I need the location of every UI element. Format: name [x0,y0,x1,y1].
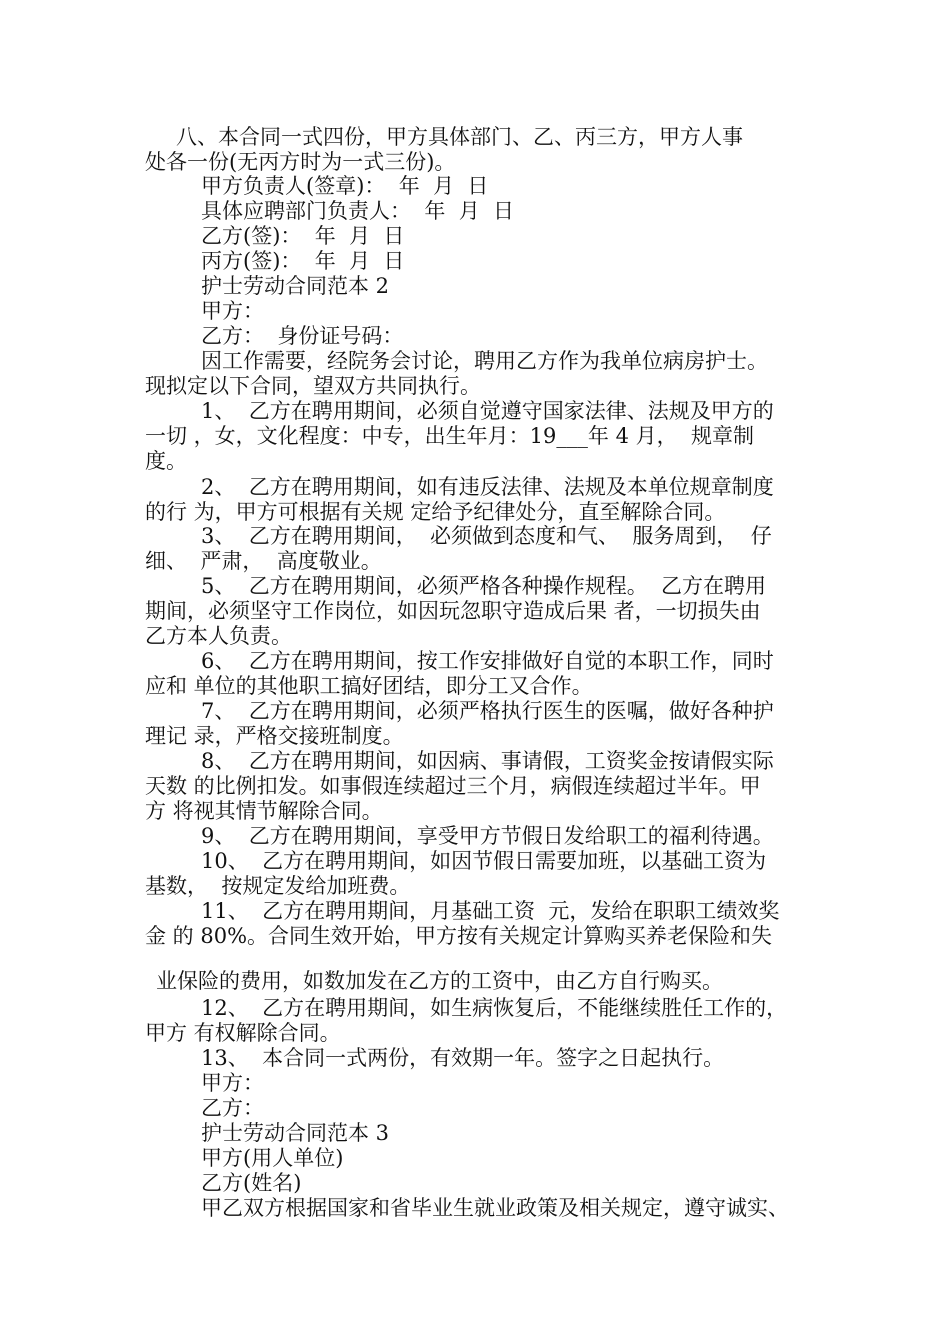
clause-line: 12、 乙方在聘用期间，如生病恢复后，不能继续胜任工作的， [201,996,788,1020]
clause-line: 天数 的比例扣发。如事假连续超过三个月，病假连续超过半年。甲 [145,774,761,798]
clause-line: 7、 乙方在聘用期间，必须严格执行医生的医嘱，做好各种护 [201,699,774,723]
clause-line: 业保险的费用，如数加发在乙方的工资中，由乙方自行购买。 [156,969,723,993]
clause-line: 期间，必须坚守工作岗位，如因玩忽职守造成后果 者，一切损失由 [145,599,761,623]
clause-line: 乙方本人负责。 [145,624,292,648]
clause-line: 方 将视其情节解除合同。 [145,799,383,823]
clause-line: 理记 录，严格交接班制度。 [145,724,404,748]
clause-line: 5、 乙方在聘用期间，必须严格各种操作规程。 乙方在聘用 [201,574,767,598]
clause-line: 应和 单位的其他职工搞好团结，即分工又合作。 [145,674,593,698]
text-line: 八、本合同一式四份，甲方具体部门、乙、丙三方，甲方人事 [176,125,743,149]
signature-line: 乙方(签)： 年 月 日 [201,224,405,248]
text-line: 甲乙双方根据国家和省毕业生就业政策及相关规定，遵守诚实、 [201,1196,789,1220]
party-line: 甲方(用人单位) [201,1146,344,1170]
signature-line: 丙方(签)： 年 月 日 [201,249,405,273]
party-line: 乙方(姓名) [201,1171,302,1195]
clause-line: 度。 [145,449,187,473]
clause-line: 一切 ，女，文化程度：中专，出生年月：19___年 4 月， 规章制 [145,424,754,448]
clause-line: 金 的 80%。合同生效开始，甲方按有关规定计算购买养老保险和失 [145,924,773,948]
clause-line: 10、 乙方在聘用期间，如因节假日需要加班，以基础工资为 [201,849,767,873]
clause-line: 的行 为，甲方可根据有关规 定给予纪律处分，直至解除合同。 [145,500,726,524]
section-heading: 护士劳动合同范本 2 [201,274,390,298]
party-line: 甲方： [201,1071,264,1095]
clause-line: 基数， 按规定发给加班费。 [145,874,411,898]
clause-line: 6、 乙方在聘用期间，按工作安排做好自觉的本职工作，同时 [201,649,774,673]
signature-line: 甲方负责人(签章)： 年 月 日 [201,174,489,198]
clause-line: 3、 乙方在聘用期间， 必须做到态度和气、 服务周到， 仔 [201,524,772,548]
text-line: 因工作需要，经院务会讨论，聘用乙方作为我单位病房护士。 [201,349,768,373]
clause-line: 1、 乙方在聘用期间，必须自觉遵守国家法律、法规及甲方的 [201,399,774,423]
signature-line: 具体应聘部门负责人： 年 月 日 [201,199,515,223]
text-line: 现拟定以下合同，望双方共同执行。 [145,374,481,398]
section-heading: 护士劳动合同范本 3 [201,1121,390,1145]
clause-line: 2、 乙方在聘用期间，如有违反法律、法规及本单位规章制度 [201,475,774,499]
clause-line: 甲方 有权解除合同。 [145,1021,341,1045]
clause-line: 细、 严肃， 高度敬业。 [145,549,382,573]
clause-line: 13、 本合同一式两份，有效期一年。签字之日起执行。 [201,1046,725,1070]
clause-line: 8、 乙方在聘用期间，如因病、事请假，工资奖金按请假实际 [201,749,774,773]
party-line: 甲方： [201,299,264,323]
party-line: 乙方： [201,1096,264,1120]
party-line: 乙方： 身份证号码： [201,324,404,348]
clause-line: 9、 乙方在聘用期间，享受甲方节假日发给职工的福利待遇。 [201,824,774,848]
text-line: 处各一份(无丙方时为一式三份)。 [145,150,456,174]
clause-line: 11、 乙方在聘用期间，月基础工资 元，发给在职职工绩效奖 [201,899,780,923]
